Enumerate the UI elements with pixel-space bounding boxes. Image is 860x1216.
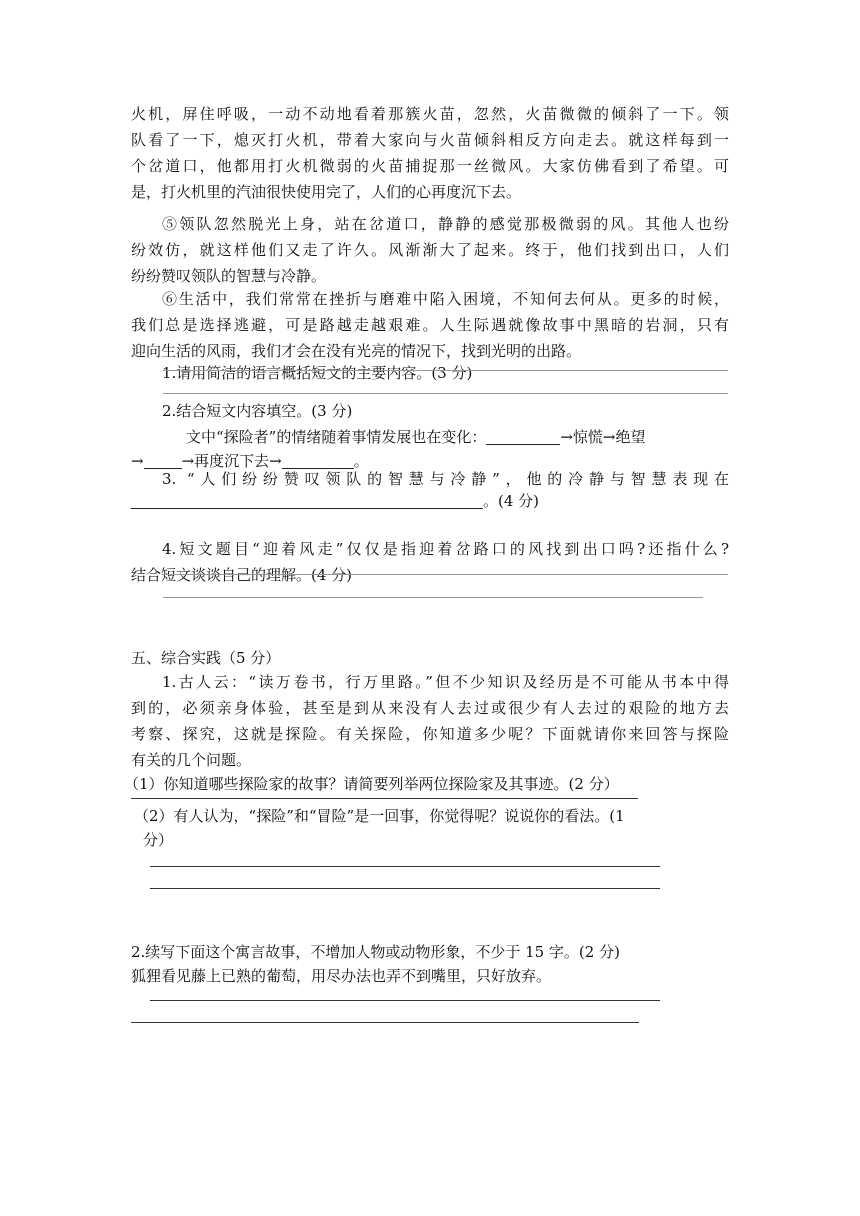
passage-p6-line3: 迎向生活的风雨，我们才会在没有光亮的情况下，找到光明的出路。 (131, 342, 582, 360)
q2-line1-prefix: 文中“探险者”的情绪随着事情发展也在变化： (186, 428, 487, 446)
answer-line-q4-a[interactable] (163, 574, 728, 575)
section-5-sub1: （1）你知道哪些探险家的故事？请简要列举两位探险家及其事迹。(2 分） (124, 775, 619, 793)
q2-line2-middle: →再度沉下去→ (181, 452, 282, 470)
section-5-sub2-line2: 分） (143, 831, 174, 849)
section-5-title: 五、综合实践（5 分） (131, 649, 281, 667)
answer-line-q1-b[interactable] (163, 393, 728, 394)
answer-line-q1-a[interactable] (163, 370, 728, 371)
question-1: 1.请用简洁的语言概括短文的主要内容。(3 分) (162, 364, 473, 382)
question-2: 2.结合短文内容填空。(3 分) (162, 402, 353, 420)
answer-line-q4-b[interactable] (163, 597, 703, 598)
q3-line2-end: 。(4 分) (483, 492, 540, 510)
answer-line-q2-b[interactable] (131, 1022, 639, 1023)
section-5-intro-line1: 1.古人云：“读万卷书，行万里路。”但不少知识及经历是不可能从书本中得 (162, 673, 729, 691)
section-5-q2-line2: 狐狸看见藤上已熟的葡萄，用尽办法也弄不到嘴里，只好放弃。 (131, 967, 552, 985)
passage-p5-line3: 纷纷赞叹领队的智慧与冷静。 (131, 267, 327, 285)
answer-line-q2-a[interactable] (150, 1000, 660, 1001)
section-5-intro-line4: 有关的几个问题。 (131, 751, 252, 769)
passage-p5-line1: ⑤领队忽然脱光上身，站在岔道口，静静的感觉那极微弱的风。其他人也纷 (162, 215, 729, 233)
q2-line1-suffix: →惊慌→绝望 (560, 428, 646, 446)
answer-line-sub2-b[interactable] (150, 888, 660, 889)
section-5-intro-line3: 考察、探究，这就是探险。有关探险，你知道多少呢？下面就请你来回答与探险 (131, 725, 729, 743)
passage-p5-line2: 纷效仿，就这样他们又走了许久。风渐渐大了起来。终于，他们找到出口，人们 (131, 241, 729, 259)
passage-p6-line1: ⑥生活中，我们常常在挫折与磨难中陷入困境，不知何去何从。更多的时候， (162, 290, 729, 308)
section-5-sub2-line1: （2）有人认为，“探险”和“冒险”是一回事，你觉得呢？说说你的看法。(1 (134, 807, 625, 825)
passage-p4-line3: 个岔道口，他都用打火机微弱的火苗捕捉那一丝微风。大家仿佛看到了希望。可 (131, 157, 729, 175)
passage-p4-line2: 队看了一下，熄灭打火机，带着大家向与火苗倾斜相反方向走去。就这样每到一 (131, 131, 729, 149)
question-2-line1 (186, 424, 729, 450)
blank-emotion-1[interactable] (486, 428, 560, 445)
q2-line2-end: 。 (353, 452, 369, 470)
blank-q3-answer[interactable] (131, 492, 483, 509)
question-3-line2 (131, 488, 729, 514)
section-5-q2-line1: 2.续写下面这个寓言故事，不增加人物或动物形象，不少于 15 字。(2 分) (131, 943, 620, 961)
answer-line-sub1[interactable] (131, 798, 638, 799)
question-4-line2: 结合短文谈谈自己的理解。(4 分) (131, 566, 353, 584)
question-4-line1: 4.短文题目“迎着风走”仅仅是指迎着岔路口的风找到出口吗?还指什么? (162, 540, 729, 558)
section-5-intro-line2: 到的，必须亲身体验，甚至是到从来没有人去过或很少有人去过的艰险的地方去 (131, 699, 729, 717)
passage-p4-line1: 火机，屏住呼吸，一动不动地看着那簇火苗，忽然，火苗微微的倾斜了一下。领 (131, 105, 729, 123)
passage-p4-line4: 是，打火机里的汽油很快使用完了，人们的心再度沉下去。 (131, 183, 522, 201)
arrow-1: → (131, 452, 144, 470)
passage-p6-line2: 我们总是选择逃避，可是路越走越艰难。人生际遇就像故事中黑暗的岩洞，只有 (131, 316, 729, 334)
question-3-line1: 3. “人们纷纷赞叹领队的智慧与冷静”，他的冷静与智慧表现在 (162, 470, 729, 488)
answer-line-sub2-a[interactable] (150, 866, 660, 867)
